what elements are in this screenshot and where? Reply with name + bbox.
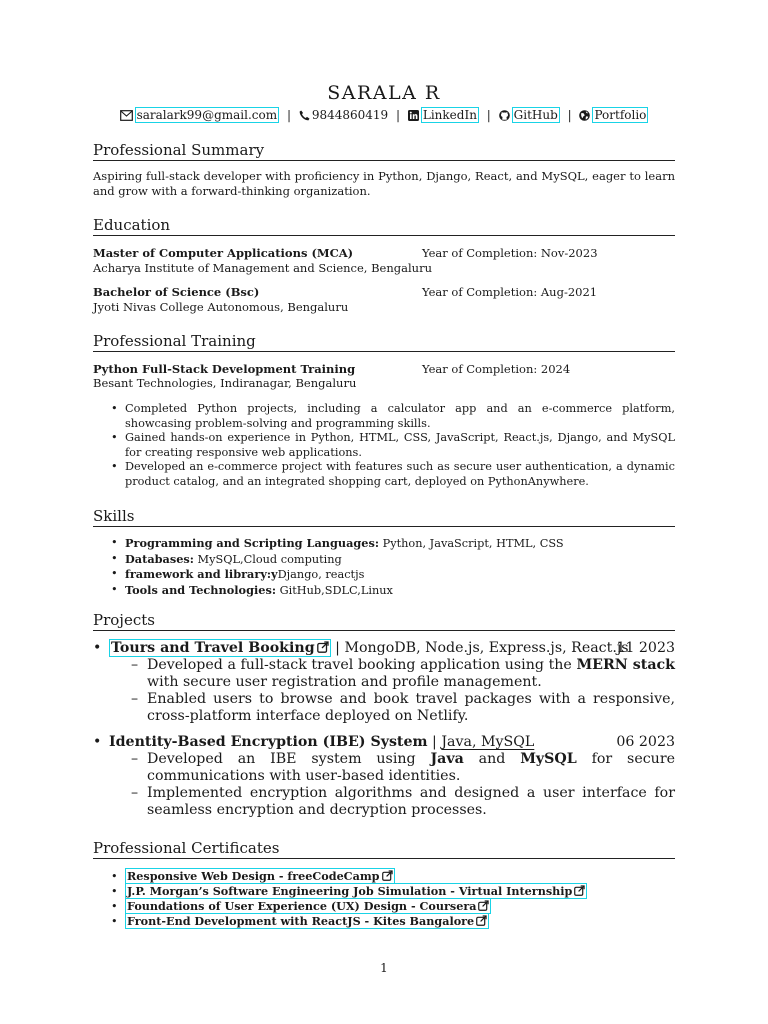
list-item: – Enabled users to browse and book travel packages with a responsive, cross-platform interface deployed on Netlify. (147, 691, 675, 725)
project-header (109, 734, 675, 751)
education-institution: Jyoti Nivas College Autonomous, Bengaluru (93, 300, 349, 314)
education-heading: Education (93, 216, 675, 236)
education-completion: Year of Completion: Aug-2021 (422, 285, 598, 299)
certificates-list (106, 869, 675, 929)
list-item (106, 869, 675, 884)
separator: | (567, 108, 572, 122)
education-degree: Master of Computer Applications (MCA) (93, 246, 354, 260)
list-item (106, 567, 675, 583)
envelope-icon (120, 110, 133, 121)
project-bullets (109, 657, 675, 725)
list-item: • Gained hands-on experience in Python, HTML, CSS, JavaScript, React.js, Django, and MySQL for creating responsive web applications. (106, 431, 675, 460)
list-item: • Developed an e-commerce project with features such as secure user authentication, a dynamic product catalog, and an integrated shopping cart, deployed on PythonAnywhere. (106, 460, 675, 489)
list-item (106, 536, 675, 552)
certificate-title: J.P. Morgan’s Software Engineering Job Simulation - Virtual Internship (127, 884, 573, 898)
list-item: – Implemented encryption algorithms and designed a user interface for seamless encryption and decryption processes. (147, 785, 675, 819)
text-emphasis: Java (430, 751, 464, 767)
text-emphasis: MERN stack (576, 657, 675, 673)
summary-text: Aspiring full-stack developer with proficiency in Python, Django, React, and MySQL, eager to learn and grow with a forward-thinking organization. (93, 169, 675, 198)
skill-value: Django, reactjs (277, 568, 365, 581)
skills-list (106, 536, 675, 598)
certificates-heading: Professional Certificates (93, 839, 675, 859)
linkedin-link[interactable]: LinkedIn (422, 108, 477, 122)
skill-value: Python, JavaScript, HTML, CSS (379, 537, 564, 550)
certificate-title: Foundations of User Experience (UX) Design - Coursera (127, 899, 477, 913)
list-item (147, 751, 675, 785)
contact-line (0, 108, 768, 122)
page-number: 1 (380, 961, 388, 975)
phone-number: 9844860419 (311, 108, 389, 122)
text-run: Developed an IBE system using (147, 751, 431, 767)
text-run: Developed a full-stack travel booking application using the (147, 657, 577, 673)
project-name: Tours and Travel Booking (111, 640, 315, 656)
project-date: 11 2023 (616, 640, 675, 656)
separator: | (396, 108, 401, 122)
skill-value: GitHub,SDLC,Linux (276, 583, 393, 597)
certificate-link[interactable] (125, 868, 395, 884)
github-link[interactable]: GitHub (513, 108, 558, 122)
separator: | (335, 640, 340, 656)
certificate-title: Responsive Web Design - freeCodeCamp (127, 869, 380, 883)
text-run: with secure user registration and profile management. (147, 674, 542, 690)
skills-heading: Skills (93, 507, 675, 527)
list-item (106, 583, 675, 599)
list-item (106, 899, 675, 914)
training-name: Python Full-Stack Development Training (93, 362, 356, 376)
separator: | (286, 108, 291, 122)
project-entry (109, 734, 675, 819)
project-link[interactable] (109, 639, 331, 657)
certificate-link[interactable] (125, 898, 491, 914)
text-run: for secure communications with user-based identities. (147, 751, 675, 784)
project-entry (109, 640, 675, 725)
external-link-icon (317, 641, 329, 653)
separator: | (486, 108, 491, 122)
certificate-title: Front-End Development with ReactJS - Kites Bangalore (127, 914, 475, 928)
project-bullets (109, 751, 675, 819)
list-item: • Completed Python projects, including a calculator app and an e-commerce platform, showcasing problem-solving and programming skills. (106, 402, 675, 431)
project-stack: Java, MySQL (441, 734, 535, 750)
text-run: and (463, 751, 521, 767)
training-heading: Professional Training (93, 332, 675, 352)
github-icon (499, 110, 510, 121)
project-name: Identity-Based Encryption (IBE) System (109, 734, 428, 750)
external-link-icon (478, 900, 489, 911)
certificate-link[interactable] (125, 913, 489, 929)
text-emphasis: MySQL (520, 751, 577, 767)
list-item (147, 657, 675, 691)
list-item (106, 914, 675, 929)
projects-heading: Projects (93, 611, 675, 631)
skill-label: framework and library:y (125, 567, 278, 581)
training-institution: Besant Technologies, Indiranagar, Bengaluru (93, 376, 357, 390)
training-bullets (106, 402, 675, 489)
skill-value: MySQL,Cloud computing (193, 552, 342, 566)
external-link-icon (574, 885, 585, 896)
linkedin-icon (408, 110, 419, 121)
candidate-name: SARALA R (327, 82, 441, 104)
training-completion: Year of Completion: 2024 (422, 362, 571, 376)
project-stack: MongoDB, Node.js, Express.js, React.js (344, 640, 629, 656)
project-header (109, 640, 675, 657)
education-institution: Acharya Institute of Management and Science, Bengaluru (93, 261, 432, 275)
summary-heading: Professional Summary (93, 141, 675, 161)
email-link[interactable]: saralark99@gmail.com (136, 108, 278, 122)
education-degree: Bachelor of Science (Bsc) (93, 285, 260, 299)
portfolio-link[interactable]: Portfolio (594, 108, 647, 122)
globe-icon (579, 110, 590, 121)
list-item (106, 552, 675, 568)
skill-label: Programming and Scripting Languages: (125, 536, 380, 550)
separator: | (432, 734, 437, 750)
project-date: 06 2023 (616, 734, 675, 750)
list-item (106, 884, 675, 899)
skill-label: Databases: (125, 551, 194, 566)
external-link-icon (476, 915, 487, 926)
phone-icon (299, 110, 310, 121)
external-link-icon (382, 870, 393, 881)
skill-label: Tools and Technologies: (125, 582, 277, 597)
certificate-link[interactable] (125, 883, 587, 899)
education-completion: Year of Completion: Nov-2023 (422, 246, 598, 260)
